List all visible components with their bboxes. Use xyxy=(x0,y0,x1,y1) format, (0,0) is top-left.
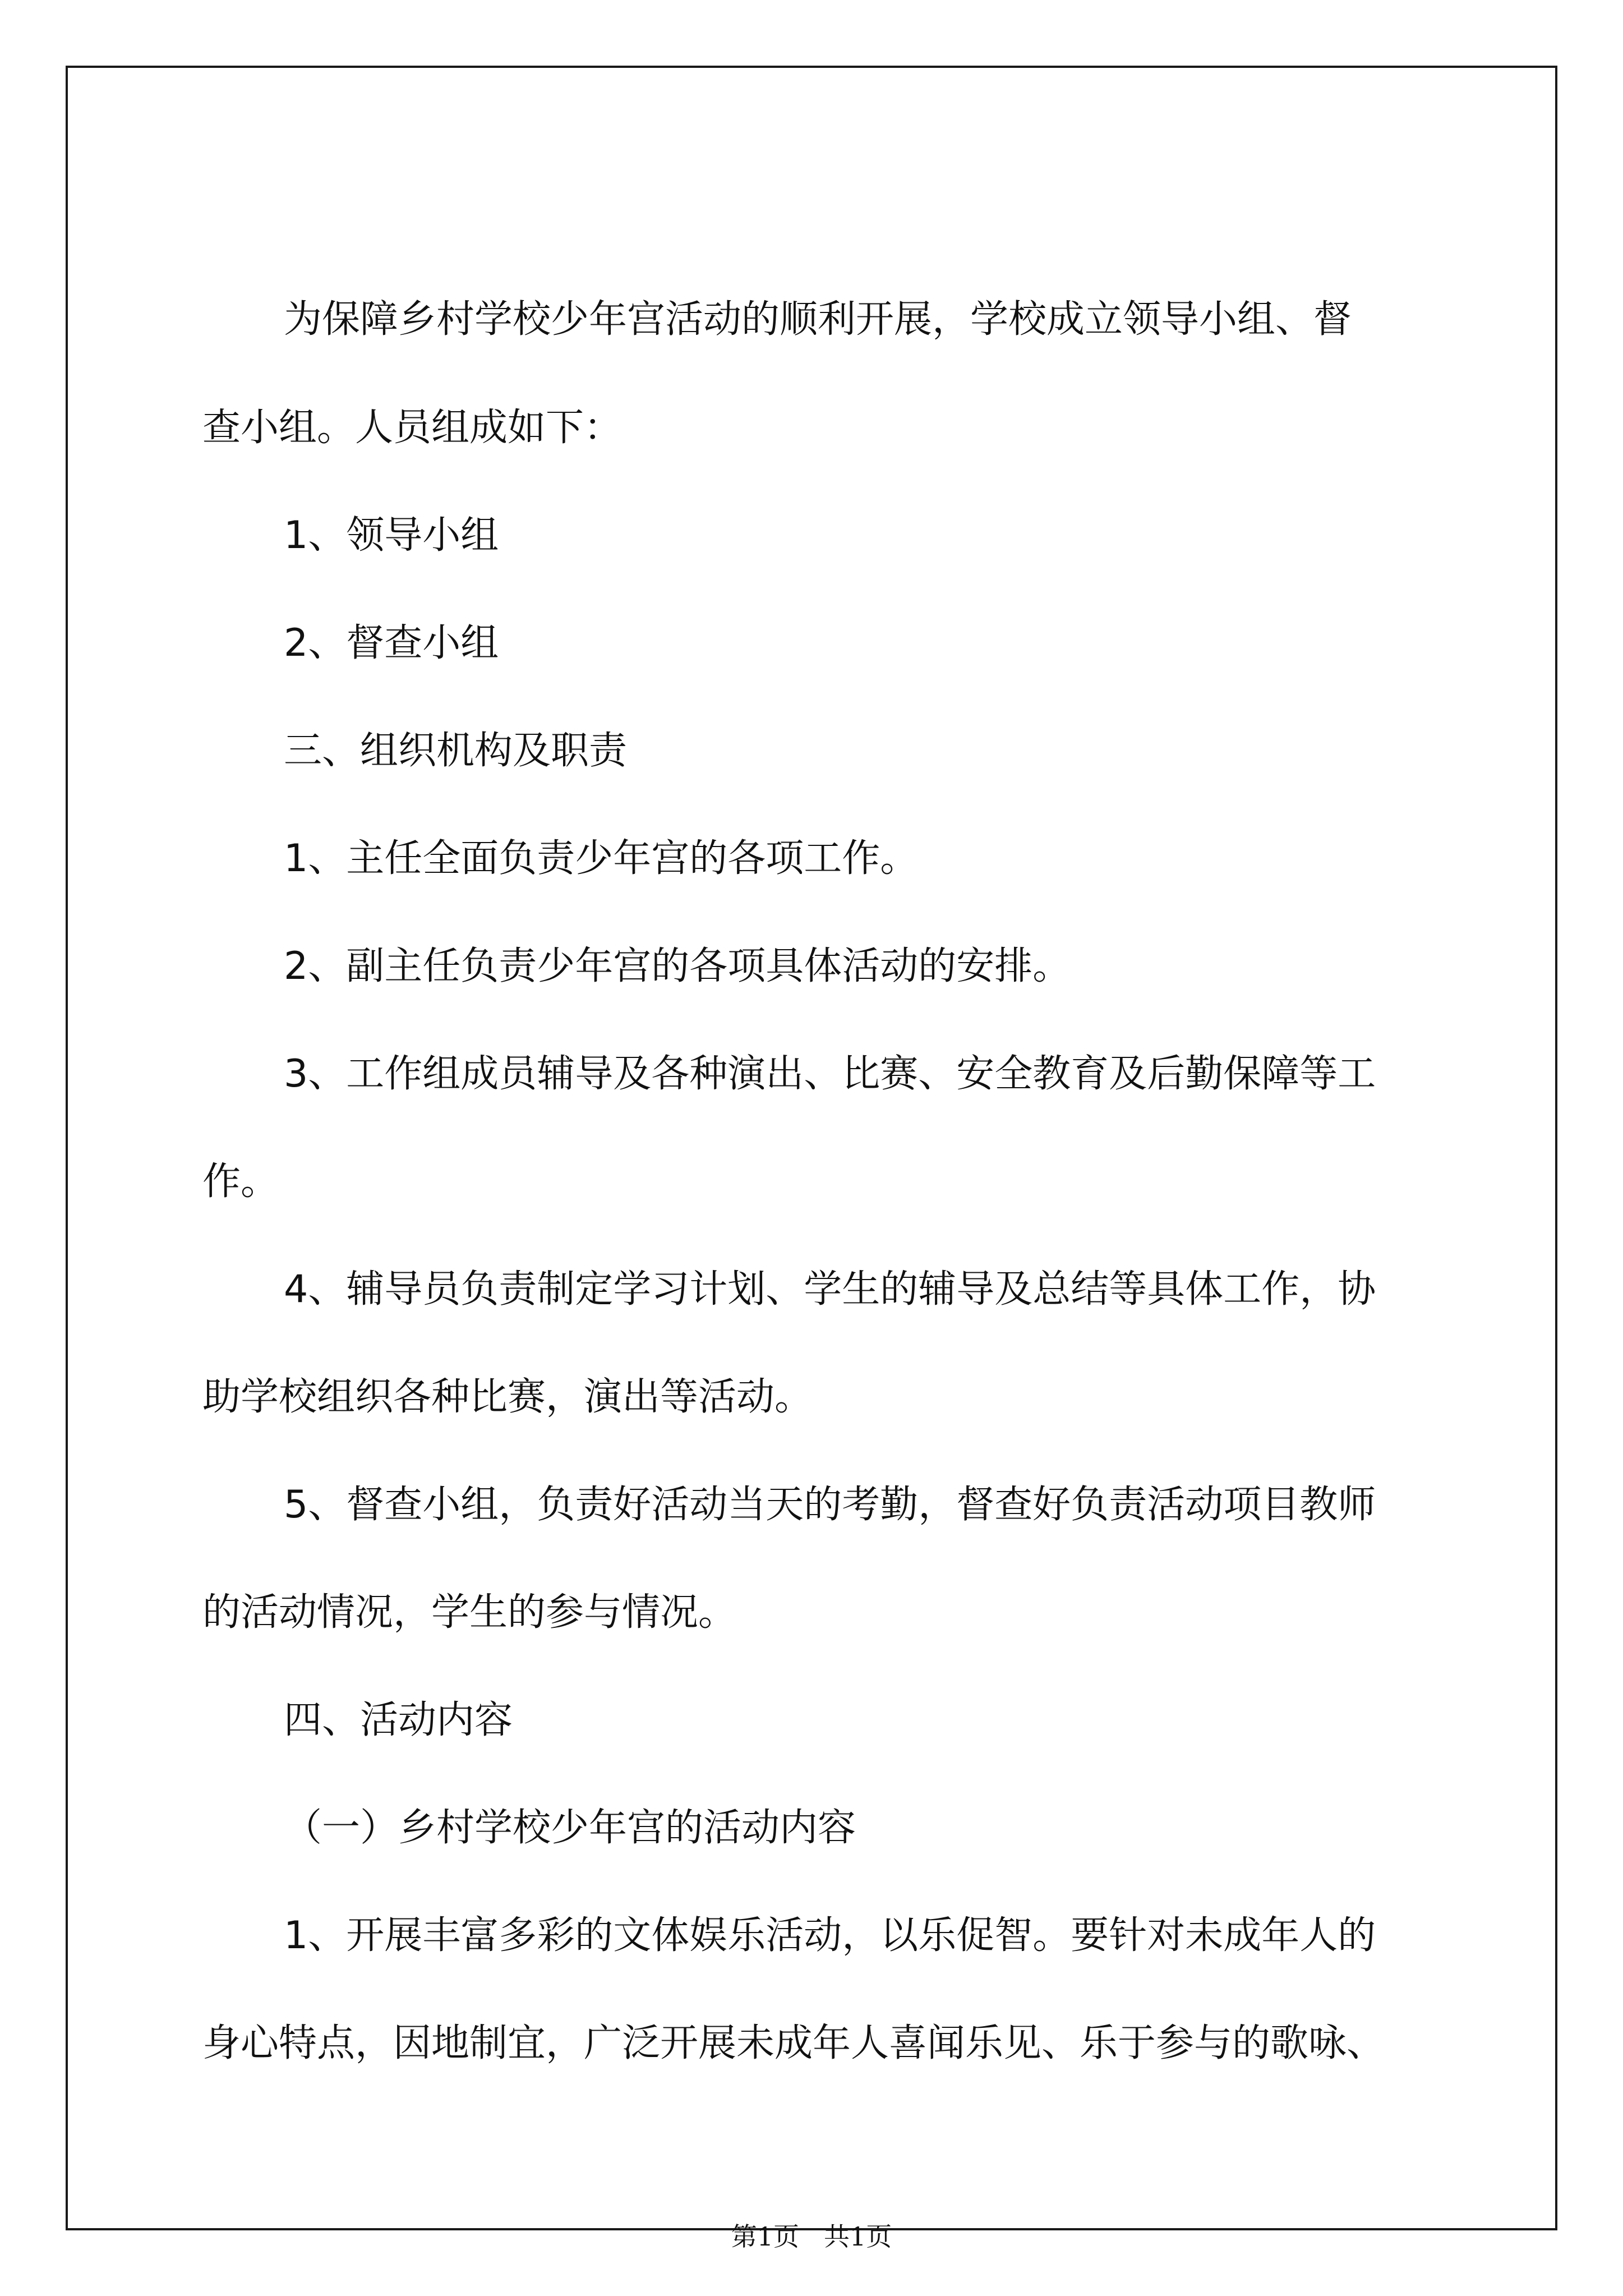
list-item: 2、督查小组 xyxy=(284,621,499,665)
paragraph-line: 的活动情况，学生的参与情况。 xyxy=(202,1590,737,1635)
page-footer xyxy=(68,2216,1555,2253)
paragraph-line: 为保障乡村学校少年宫活动的顺利开展，学校成立领导小组、督 xyxy=(284,297,1352,342)
paragraph-line: 查小组。人员组成如下： xyxy=(202,406,623,450)
list-item: 4、辅导员负责制定学习计划、学生的辅导及总结等具体工作，协 xyxy=(284,1267,1376,1312)
page-number: 第1页 xyxy=(731,2221,800,2252)
list-item: 5、督查小组，负责好活动当天的考勤，督查好负责活动项目教师 xyxy=(284,1483,1376,1527)
list-item: 1、主任全面负责少年宫的各项工作。 xyxy=(284,836,919,881)
page-frame xyxy=(66,66,1557,2252)
document-body xyxy=(68,68,1555,2252)
paragraph-line: 助学校组织各种比赛，演出等活动。 xyxy=(202,1375,813,1419)
paragraph-line: 作。 xyxy=(202,1159,279,1204)
list-item: 1、领导小组 xyxy=(284,513,499,558)
paragraph-line: 身心特点，因地制宜，广泛开展未成年人喜闻乐见、乐于参与的歌咏、 xyxy=(202,2021,1385,2065)
section-heading: 四、活动内容 xyxy=(284,1698,513,1742)
section-heading: 三、组织机构及职责 xyxy=(284,729,628,773)
subsection-heading: （一）乡村学校少年宫的活动内容 xyxy=(284,1806,856,1850)
list-item: 1、开展丰富多彩的文体娱乐活动，以乐促智。要针对未成年人的 xyxy=(284,1913,1376,1958)
list-item: 2、副主任负责少年宫的各项具体活动的安排。 xyxy=(284,944,1071,988)
list-item: 3、工作组成员辅导及各种演出、比赛、安全教育及后勤保障等工 xyxy=(284,1052,1376,1096)
page-total: 共1页 xyxy=(823,2221,892,2252)
